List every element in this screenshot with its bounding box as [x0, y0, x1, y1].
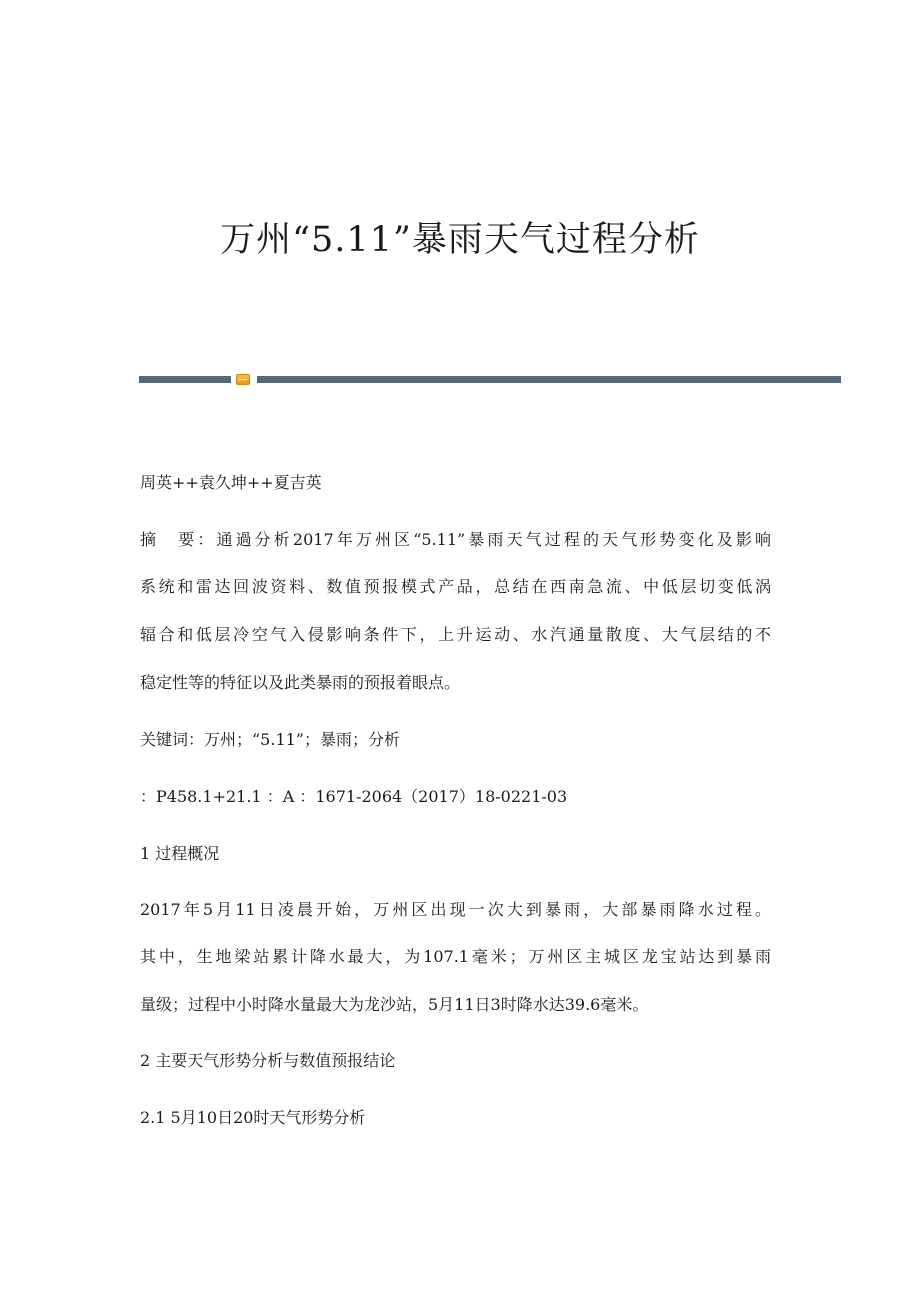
- section-1-heading: 1 过程概况: [140, 844, 220, 863]
- keywords: 关键词：万州；“5.11”；暴雨；分析: [140, 730, 400, 749]
- abstract-line-2: 系统和雷达回波资料、数值预报模式产品，总结在西南急流、中低层切变低涡: [140, 577, 771, 596]
- section-1-line-2: 其中，生地梁站累计降水最大，为107.1毫米；万州区主城区龙宝站达到暴雨: [140, 947, 771, 966]
- page-title: 万州“5.11”暴雨天气过程分析: [220, 220, 700, 260]
- divider-bar-left: [139, 376, 231, 383]
- section-1-line-3: 量级；过程中小时降水量最大为龙沙站，5月11日3时降水达39.6毫米。: [140, 995, 649, 1014]
- abstract-line-3: 辐合和低层冷空气入侵影响条件下，上升运动、水汽通量散度、大气层结的不: [140, 625, 771, 644]
- divider-bar-right: [257, 376, 841, 383]
- section-1-line-1: 2017年5月11日凌晨开始，万州区出现一次大到暴雨，大部暴雨降水过程。: [140, 900, 771, 919]
- section-2-heading: 2 主要天气形势分析与数值预报结论: [140, 1051, 396, 1070]
- divider-emblem-icon: [236, 374, 250, 385]
- abstract-line-4: 稳定性等的特征以及此类暴雨的预报着眼点。: [140, 673, 461, 692]
- classification-codes: ：P458.1+21.1 ：A ：1671-2064（2017）18-0221-03: [140, 787, 568, 806]
- abstract-line-1: 摘 要：通過分析2017年万州区“5.11”暴雨天气过程的天气形势变化及影响: [140, 530, 771, 549]
- section-2-1-heading: 2.1 5月10日20时天气形势分析: [140, 1108, 366, 1127]
- authors: 周英++袁久坤++夏吉英: [140, 473, 322, 492]
- title-divider: [139, 374, 841, 384]
